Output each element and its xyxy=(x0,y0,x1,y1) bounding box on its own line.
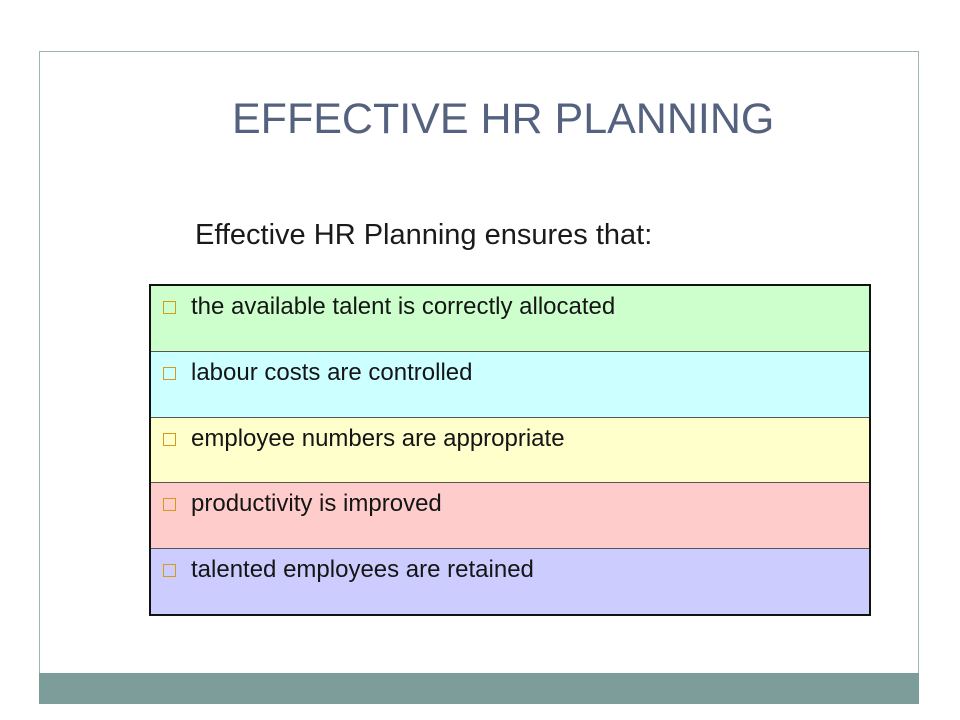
bullet-text: talented employees are retained xyxy=(191,556,534,584)
bullet-row xyxy=(151,549,869,614)
bullet-row xyxy=(151,286,869,352)
footer-bar xyxy=(39,673,919,704)
bullet-table xyxy=(149,284,871,616)
checkbox-icon xyxy=(163,367,176,380)
checkbox-icon xyxy=(163,433,176,446)
slide-title: EFFECTIVE HR PLANNING xyxy=(232,95,775,143)
bullet-text: labour costs are controlled xyxy=(191,358,473,386)
checkbox-icon xyxy=(163,564,176,577)
checkbox-icon xyxy=(163,301,176,314)
bullet-text: the available talent is correctly allocated xyxy=(191,293,616,320)
checkbox-icon xyxy=(163,498,176,511)
slide-subtitle: Effective HR Planning ensures that: xyxy=(195,219,653,251)
bullet-row xyxy=(151,418,869,484)
bullet-row xyxy=(151,483,869,549)
bullet-row xyxy=(151,352,869,418)
bullet-text: productivity is improved xyxy=(191,490,442,518)
bullet-text: employee numbers are appropriate xyxy=(191,424,565,452)
